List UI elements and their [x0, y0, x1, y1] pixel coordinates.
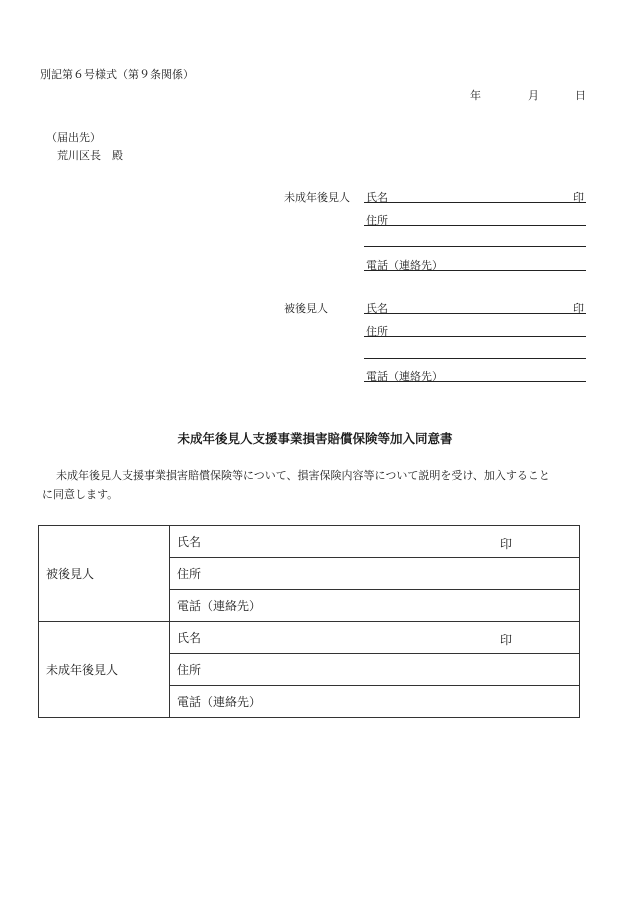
address-underline[interactable] — [364, 336, 586, 337]
field-label: 氏名 — [177, 535, 202, 549]
field-label: 住所 — [177, 567, 202, 581]
date-day-label: 日 — [575, 89, 586, 102]
phone-field[interactable] — [170, 590, 580, 622]
address-underline[interactable] — [364, 225, 586, 226]
table-row — [39, 622, 580, 654]
address-field[interactable] — [170, 654, 580, 686]
statement-line-1: 未成年後見人支援事業損害賠償保険等について、損害保険内容等について説明を受け、加入すること — [56, 469, 550, 482]
statement-line-2: に同意します。 — [42, 488, 119, 501]
address-field[interactable] — [170, 558, 580, 590]
address-underline-2[interactable] — [364, 246, 586, 247]
signer-address-label: 住所 — [366, 325, 388, 338]
document-title: 未成年後見人支援事業損害賠償保険等加入同意書 — [177, 431, 453, 446]
seal-mark: 印 — [500, 537, 513, 551]
name-underline[interactable] — [364, 202, 586, 203]
signer-phone-label: 電話（連絡先） — [366, 259, 443, 272]
row-role-ward: 被後見人 — [39, 526, 170, 622]
phone-underline[interactable] — [364, 381, 586, 382]
signer-role: 未成年後見人 — [284, 191, 350, 204]
addressee-name: 荒川区長 殿 — [57, 149, 123, 162]
date-month-label: 月 — [528, 89, 539, 102]
row-role-guardian: 未成年後見人 — [39, 622, 170, 718]
seal-mark: 印 — [500, 633, 513, 647]
address-underline-2[interactable] — [364, 358, 586, 359]
name-underline[interactable] — [364, 313, 586, 314]
consent-table — [38, 525, 580, 718]
name-field[interactable] — [170, 526, 580, 558]
signer-name-label: 氏名 — [366, 302, 388, 315]
signer-address-label: 住所 — [366, 214, 388, 227]
signer-name-label: 氏名 — [366, 191, 388, 204]
phone-field[interactable] — [170, 686, 580, 718]
signer-phone-label: 電話（連絡先） — [366, 370, 443, 383]
form-id: 別記第６号様式（第９条関係） — [40, 68, 194, 81]
table-row — [39, 526, 580, 558]
field-label: 電話（連絡先） — [177, 599, 262, 613]
phone-underline[interactable] — [364, 270, 586, 271]
addressee-label: （届出先） — [46, 131, 101, 144]
name-field[interactable] — [170, 622, 580, 654]
date-year-label: 年 — [470, 89, 481, 102]
field-label: 氏名 — [177, 631, 202, 645]
field-label: 電話（連絡先） — [177, 695, 262, 709]
field-label: 住所 — [177, 663, 202, 677]
seal-mark: 印 — [573, 191, 584, 204]
seal-mark: 印 — [573, 302, 584, 315]
signer-role: 被後見人 — [284, 302, 328, 315]
